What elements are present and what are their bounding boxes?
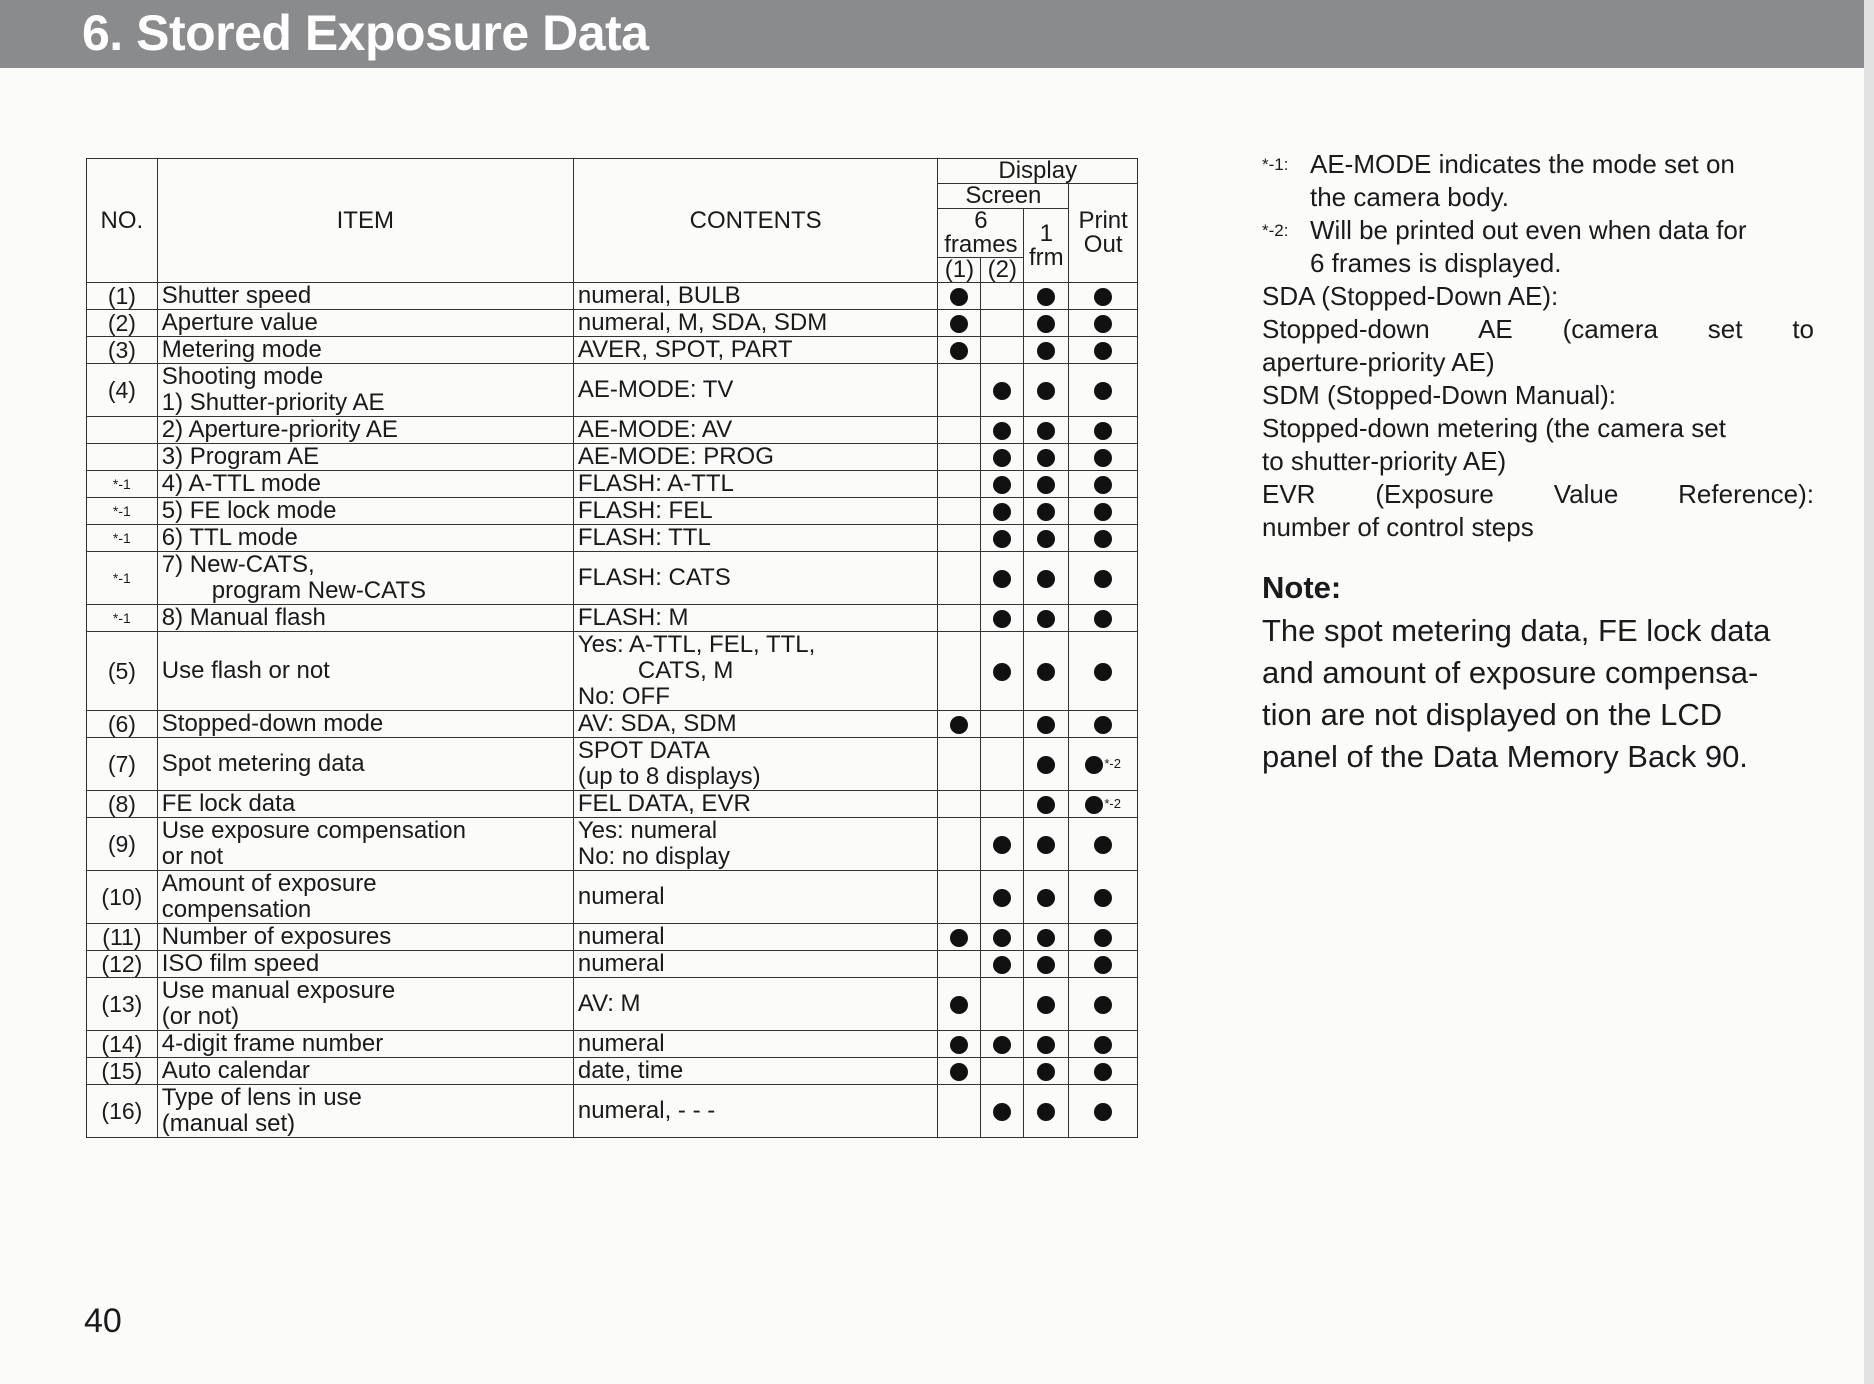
footnote-2 [1262,214,1814,280]
table-row [87,364,1138,417]
row-contents: AE-MODE: PROG [573,444,938,471]
dot-marker [950,1036,968,1054]
note-line3: tion are not displayed on the LCD [1262,697,1723,732]
row-contents: FLASH: CATS [573,552,938,605]
row-item-line1: Shooting mode [161,363,324,390]
footnote-1-line2: the camera body. [1310,182,1509,212]
note-line2: and amount of exposure compensa- [1262,655,1759,690]
note-line4: panel of the Data Memory Back 90. [1262,739,1748,774]
dot-marker [1085,796,1103,814]
exposure-data-table-wrap [86,158,1138,1138]
row-item-line1: Amount of exposure [161,870,377,897]
row-contents: FLASH: FEL [573,498,938,525]
row-contents [573,818,938,871]
dot-marker [1037,342,1055,360]
dot-marker [1094,422,1112,440]
dot-marker [1037,382,1055,400]
page-edge [1864,0,1874,1384]
dot-marker [1094,1036,1112,1054]
row-no: (7) [87,738,158,791]
row-item: 5) FE lock mode [157,498,573,525]
dot-marker [1037,476,1055,494]
row-contents: numeral, BULB [573,283,938,310]
header-print-b: Out [1083,231,1123,258]
dot-marker [1094,663,1112,681]
row-no: (16) [87,1085,158,1138]
dot-marker [1094,382,1112,400]
table-row [87,738,1138,791]
row-no: (9) [87,818,158,871]
row-item [157,818,573,871]
row-item-line2: or not [161,843,224,870]
row-no: (1) [87,283,158,310]
table-row [87,1058,1138,1085]
dot-marker [1094,610,1112,628]
dot-marker [1094,503,1112,521]
table-row [87,978,1138,1031]
page-number: 40 [84,1302,122,1340]
row-no: (12) [87,951,158,978]
evr-line2: number of control steps [1262,512,1534,542]
dot-marker [1094,889,1112,907]
table-row [87,711,1138,738]
dot-marker [993,836,1011,854]
dot-marker [1037,1103,1055,1121]
table-row [87,417,1138,444]
dot-marker [1037,1036,1055,1054]
dot-marker [1094,716,1112,734]
exposure-data-table [86,158,1138,1138]
row-contents: date, time [573,1058,938,1085]
table-row [87,632,1138,711]
footnote-mark: *-1 [87,498,158,525]
row-item: 8) Manual flash [157,605,573,632]
dot-marker [993,476,1011,494]
row-item-line2: (manual set) [161,1110,296,1137]
footnote-2-line1: Will be printed out even when data for [1310,215,1747,245]
header-print-a: Print [1078,207,1128,234]
dot-marker [1037,315,1055,333]
footnote-2-mark: *-2: [1262,221,1289,240]
dot-marker [993,663,1011,681]
dot-marker [1037,889,1055,907]
row-item: Number of exposures [157,924,573,951]
row-contents: numeral, M, SDA, SDM [573,310,938,337]
row-no: (3) [87,337,158,364]
dot-marker [950,996,968,1014]
table-row [87,605,1138,632]
table-row [87,337,1138,364]
dot-marker [993,382,1011,400]
dot-marker [1094,956,1112,974]
row-no: (11) [87,924,158,951]
dot-marker [993,422,1011,440]
dot-marker [1094,570,1112,588]
footnote-mark: *-1 [87,471,158,498]
dot-marker [993,1103,1011,1121]
dot-marker [1037,503,1055,521]
row-contents: AV: M [573,978,938,1031]
table-row [87,951,1138,978]
notes-column [1262,148,1814,778]
dot-marker [1037,570,1055,588]
dot-marker [950,929,968,947]
dot-marker [993,503,1011,521]
row-item: 4) A-TTL mode [157,471,573,498]
sda-heading: SDA (Stopped-Down AE): [1262,281,1559,311]
table-row [87,791,1138,818]
dot-marker [950,342,968,360]
table-row [87,498,1138,525]
row-no: (10) [87,871,158,924]
row-no: (14) [87,1031,158,1058]
row-contents-line1: SPOT DATA [577,737,710,764]
dot-marker [1037,796,1055,814]
dot-marker [1094,1063,1112,1081]
row-no: (15) [87,1058,158,1085]
dot-marker [1037,929,1055,947]
row-item: Shutter speed [157,283,573,310]
dot-marker [950,288,968,306]
footnote-mark: *-2 [1104,756,1121,771]
row-contents: FLASH: M [573,605,938,632]
row-no: (8) [87,791,158,818]
row-contents-line1: Yes: A-TTL, FEL, TTL, [577,631,816,658]
row-item: Stopped-down mode [157,711,573,738]
row-contents: AV: SDA, SDM [573,711,938,738]
table-row [87,444,1138,471]
row-contents-line2: No: no display [577,843,730,870]
header-contents: CONTENTS [573,159,938,283]
table-row [87,525,1138,552]
header-display: Display [938,159,1138,184]
dot-marker [1037,449,1055,467]
row-item [157,978,573,1031]
dot-marker [1037,836,1055,854]
row-contents: FLASH: TTL [573,525,938,552]
row-item [157,1085,573,1138]
sda-line2: aperture-priority AE) [1262,347,1495,377]
row-item-line1: Use exposure compensation [161,817,466,844]
sdm-heading: SDM (Stopped-Down Manual): [1262,380,1617,410]
row-item-line2: (or not) [161,1003,240,1030]
dot-marker [1094,836,1112,854]
row-contents: FLASH: A-TTL [573,471,938,498]
dot-marker [993,570,1011,588]
dot-marker [993,610,1011,628]
dot-marker [1094,342,1112,360]
row-contents: numeral [573,951,938,978]
header-six-frames: 6 frames [938,209,1024,258]
dot-marker [1037,1063,1055,1081]
note-heading: Note: [1262,570,1342,605]
dot-marker [1094,530,1112,548]
dot-marker [950,315,968,333]
dot-marker [1085,756,1103,774]
header-print-out [1069,184,1138,283]
header-one-frame-a: 1 [1039,219,1053,247]
header-one-frame-b: frm [1028,243,1064,271]
dot-marker [1037,716,1055,734]
table-row [87,871,1138,924]
table-row [87,818,1138,871]
dot-marker [1037,996,1055,1014]
sda-line1: Stopped-down AE (camera set to [1262,314,1814,344]
table-row [87,283,1138,310]
header-item: ITEM [157,159,573,283]
page-title: 6. Stored Exposure Data [82,5,649,61]
evr-line1: EVR (Exposure Value Reference): [1262,479,1814,509]
dot-marker [993,1036,1011,1054]
row-item: 3) Program AE [157,444,573,471]
table-row [87,1031,1138,1058]
row-item: Spot metering data [157,738,573,791]
header-screen: Screen [938,184,1069,209]
row-item-line2: 1) Shutter-priority AE [161,389,385,416]
row-item: Use flash or not [157,632,573,711]
row-item-line2: compensation [161,896,312,923]
row-contents [573,632,938,711]
row-item: 6) TTL mode [157,525,573,552]
dot-marker [1094,449,1112,467]
row-contents: AVER, SPOT, PART [573,337,938,364]
footnote-mark: *-1 [87,605,158,632]
dot-marker [1037,756,1055,774]
header-screen-2: (2) [981,258,1024,283]
dot-marker [1037,530,1055,548]
dot-marker [1094,996,1112,1014]
sdm-line1: Stopped-down metering (the camera set [1262,413,1726,443]
dot-marker [1037,288,1055,306]
row-no: (4) [87,364,158,417]
footnote-2-line2: 6 frames is displayed. [1310,248,1562,278]
row-contents [573,738,938,791]
row-contents: numeral [573,924,938,951]
dot-marker [1037,422,1055,440]
row-item-line1: Type of lens in use [161,1084,362,1111]
dot-marker [1094,288,1112,306]
header-no: NO. [87,159,158,283]
row-item: 2) Aperture-priority AE [157,417,573,444]
dot-marker [1094,929,1112,947]
row-item: 4-digit frame number [157,1031,573,1058]
row-item: FE lock data [157,791,573,818]
dot-marker [993,929,1011,947]
table-row [87,924,1138,951]
row-item: Aperture value [157,310,573,337]
table-row [87,471,1138,498]
row-item: Auto calendar [157,1058,573,1085]
dot-marker [950,716,968,734]
dot-marker [950,1063,968,1081]
row-item: ISO film speed [157,951,573,978]
sdm-line2: to shutter-priority AE) [1262,446,1507,476]
row-contents-line1: Yes: numeral [577,817,718,844]
row-contents: numeral [573,1031,938,1058]
row-contents-line2: CATS, M [637,657,734,684]
dot-marker [1094,1103,1112,1121]
dot-marker [993,956,1011,974]
table-row [87,1085,1138,1138]
row-contents: AE-MODE: TV [573,364,938,417]
row-item-line2: program New-CATS [211,577,427,604]
row-contents: AE-MODE: AV [573,417,938,444]
dot-marker [1094,315,1112,333]
table-row [87,552,1138,605]
row-contents-line3: No: OFF [577,683,670,710]
row-no: (13) [87,978,158,1031]
row-contents: numeral, - - - [573,1085,938,1138]
dot-marker [1037,956,1055,974]
dot-marker [993,449,1011,467]
row-item: Metering mode [157,337,573,364]
row-contents: FEL DATA, EVR [573,791,938,818]
header-screen-1: (1) [938,258,981,283]
dot-marker [993,889,1011,907]
dot-marker [1037,610,1055,628]
footnote-mark: *-1 [87,525,158,552]
row-item-line1: 7) New-CATS, [161,551,315,578]
footnote-1 [1262,148,1814,214]
dot-marker [1037,663,1055,681]
row-contents-line2: (up to 8 displays) [577,763,761,790]
footnote-1-line1: AE-MODE indicates the mode set on [1310,149,1735,179]
dot-marker [1094,476,1112,494]
table-row [87,310,1138,337]
footnote-mark: *-1 [87,552,158,605]
row-contents: numeral [573,871,938,924]
footnote-1-mark: *-1: [1262,155,1289,174]
row-item [157,364,573,417]
row-item [157,871,573,924]
row-no: (6) [87,711,158,738]
header-one-frame [1024,209,1069,283]
row-no: (5) [87,632,158,711]
row-item-line1: Use manual exposure [161,977,396,1004]
row-no: (2) [87,310,158,337]
title-banner [0,0,1874,68]
row-item [157,552,573,605]
note-line1: The spot metering data, FE lock data [1262,613,1771,648]
dot-marker [993,530,1011,548]
footnote-mark: *-2 [1104,796,1121,811]
